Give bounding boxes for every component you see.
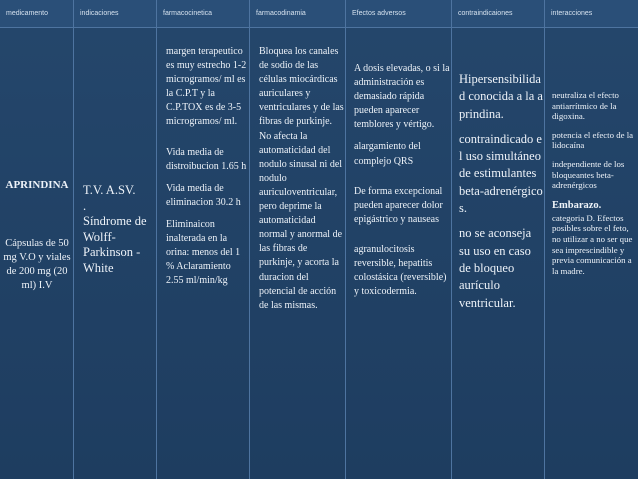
header-indicaciones: indicaciones — [80, 10, 119, 17]
pregnancy-label: Embarazo. — [552, 199, 602, 211]
ae-qrs: alargamiento del complejo QRS — [354, 141, 421, 167]
indication-syndrome: Síndrome de Wolff-Parkinson -White — [83, 214, 147, 275]
int-digoxin: neutraliza el efecto antiarrítmico de la digoxina. — [552, 90, 619, 122]
ci-beta-adrenergic: contraindicado el uso simultáneo de estimulantes beta-adrenérgicos. — [459, 131, 543, 216]
indication-dot: . — [83, 198, 87, 213]
cell-indicaciones — [74, 28, 156, 479]
table-body-row — [0, 28, 638, 479]
drug-presentation: Cápsulas de 50 mg V.O y viales de 200 mg (20 ml) I.V — [3, 238, 71, 291]
cell-contraindicaciones — [452, 28, 544, 479]
pd-text: Bloquea los canales de sodio de las células miocárdicas auriculares y ventriculares y de las fibras de purkinje. No afecta la automaticidad del nodulo sinusal ni del nodulo auriculoventricular, pero deprime la automaticidad normal y anormal de las fibras de purkinje, y acorta la duracion del potencial de acción de las mismas. — [259, 46, 344, 311]
cell-interacciones — [545, 28, 638, 479]
drug-name: APRINDINA — [5, 179, 69, 191]
ae-agranulocytosis: agranulocitosis reversible, hepatitis colostásica (reversible) y toxicodermia. — [354, 243, 447, 298]
column-divider — [345, 0, 346, 479]
int-beta-blockers: independiente de los bloqueantes beta-adrenérgicos — [552, 158, 625, 191]
ci-hypersensitivity: Hipersensibilidad conocida a la aprindina. — [459, 72, 543, 121]
table-header-row — [0, 0, 638, 28]
header-interacciones: interacciones — [551, 10, 593, 17]
pk-therapeutic-margin: margen terapeutico es muy estrecho 1-2 microgramos/ ml es la C.P.T y la C.P.TOX es de 3-5 microgramos/ ml. — [166, 46, 247, 128]
pk-elimination-half-life: Vida media de eliminacion 30.2 h — [166, 182, 241, 208]
column-divider — [249, 0, 250, 479]
header-efectos-adversos: Efectos adversos — [352, 10, 406, 17]
column-divider — [73, 0, 74, 479]
ae-high-dose: A dosis elevadas, o si la administración es demasiado rápida pueden aparecer temblores y vértigo. — [354, 63, 450, 131]
cell-farmacodinamia — [250, 28, 345, 479]
column-divider — [451, 0, 452, 479]
cell-medicamento — [0, 28, 73, 479]
column-divider — [156, 0, 157, 479]
header-farmacocinetica: farmacocinetica — [163, 10, 213, 17]
cell-efectos-adversos — [346, 28, 451, 479]
column-divider — [544, 0, 545, 479]
header-farmacodinamia: farmacodinamia — [256, 10, 306, 17]
int-lidocaine: potencia el efecto de la lidocaína — [552, 129, 634, 151]
pregnancy-text: categoria D. Efectos posibles sobre el feto, no utilizar a no ser que sea imprescindible y previa comunicación a la madre. — [552, 212, 633, 276]
header-medicamento: medicamento — [6, 10, 49, 17]
ae-exceptional: De forma excepcional pueden aparecer dolor epigástrico y nauseas — [354, 185, 443, 225]
ci-av-block: no se aconseja su uso en caso de bloqueo aurículo ventricular. — [459, 226, 532, 310]
pk-elimination: Eliminaicon inalterada en la orina: menos del 1 % Aclaramiento 2.55 ml/min/kg — [166, 218, 241, 287]
pk-distribution-half-life: Vida media de distroibucion 1.65 h — [166, 146, 247, 172]
header-contraindicaciones: contraindicaiones — [458, 10, 513, 17]
cell-farmacocinetica — [157, 28, 249, 479]
indication-route: T.V. A.SV. — [83, 183, 136, 197]
